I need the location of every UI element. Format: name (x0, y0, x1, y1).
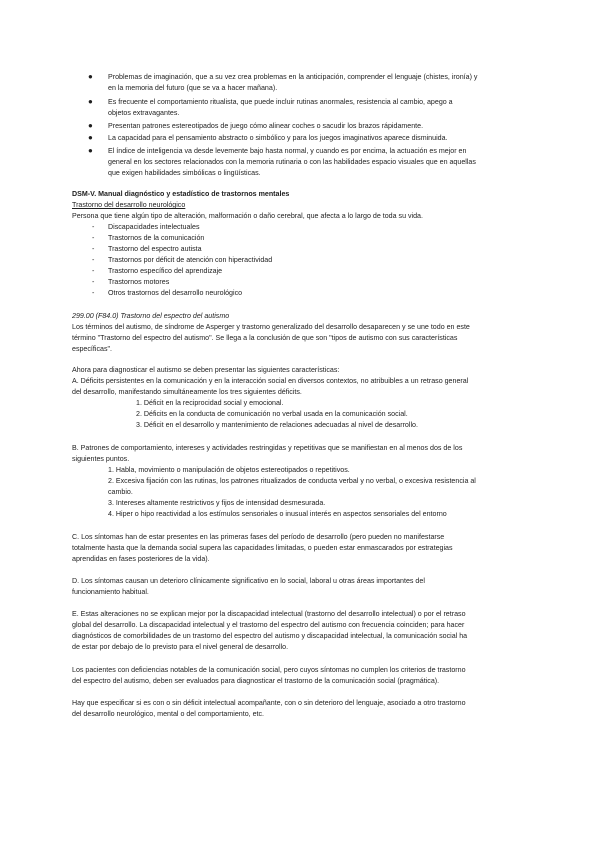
dsm-subheading: Trastorno del desarrollo neurológico (72, 201, 186, 209)
bullet-1-line-1: Problemas de imaginación, que a su vez crea problemas en la anticipación, comprender el lenguaje (chistes, ironía) y (108, 73, 478, 81)
tea-code-title: 299.00 (F84.0) Trastorno del espectro del autismo (72, 312, 230, 320)
bullet-2-line-1: Es frecuente el comportamiento ritualista, que puede incluir rutinas anormales, resistencia al cambio, apego a (108, 98, 453, 106)
bullet-3-line-1: Presentan patrones estereotipados de juego cómo alinear coches o sacudir los brazos rápidamente. (108, 122, 424, 130)
criterion-e-line-1: E. Estas alteraciones no se explican mejor por la discapacidad intelectual (trastorno del desarrollo intelectual) o por el retraso (72, 610, 466, 618)
dsm-list-item: Trastorno específico del aprendizaje (108, 267, 223, 275)
bullet-icon: ● (88, 133, 93, 142)
tea-p1-line-1: Los términos del autismo, de síndrome de Asperger y trastorno generalizado del desarrollo desaparecen y se une todo en este (72, 323, 470, 331)
bullet-icon: ● (88, 72, 93, 81)
criterion-b-item: 3. Intereses altamente restrictivos y fijos de intensidad desmesurada. (108, 499, 326, 507)
bullet-2-line-2: objetos extravagantes. (108, 109, 180, 117)
criterion-c-line-2: totalmente hasta que la demanda social supera las capacidades limitadas, o pueden estar enmascarados por estrategias (72, 544, 453, 552)
dsm-heading: DSM-V. Manual diagnóstico y estadístico de trastornos mentales (72, 190, 290, 198)
dsm-list-item: Trastornos de la comunicación (108, 234, 205, 242)
dsm-list-item: Otros trastornos del desarrollo neurológico (108, 289, 243, 297)
dash-icon: - (92, 278, 95, 286)
tea-p4-line-2: del desarrollo neurológico, mental o del comportamiento, etc. (72, 710, 265, 718)
bullet-icon: ● (88, 121, 93, 130)
criterion-b-item: 2. Excesiva fijación con las rutinas, los patrones ritualizados de conducta verbal y no verbal, o excesiva resistencia al (108, 477, 476, 485)
criterion-a-item: 1. Déficit en la reciprocidad social y emocional. (136, 399, 284, 407)
bullet-icon: ● (88, 97, 93, 106)
criterion-c-line-1: C. Los síntomas han de estar presentes en las primeras fases del período de desarrollo (pero pueden no manifestarse (72, 533, 445, 541)
tea-p1-line-3: específicas". (72, 345, 112, 353)
criterion-b-item: 1. Habla, movimiento o manipulación de objetos estereotipados o repetitivos. (108, 466, 350, 474)
dash-icon: - (92, 267, 95, 275)
criterion-d-line-2: funcionamiento habitual. (72, 588, 149, 596)
dash-icon: - (92, 289, 95, 297)
dash-icon: - (92, 234, 95, 242)
dash-icon: - (92, 256, 95, 264)
criterion-d-line-1: D. Los síntomas causan un deterioro clínicamente significativo en lo social, laboral u otras áreas importantes del (72, 577, 425, 585)
bullet-5-line-3: que exigen habilidades simbólicas o lingüísticas. (108, 169, 261, 177)
dash-icon: - (92, 245, 95, 253)
tea-p3-line-1: Los pacientes con deficiencias notables de la comunicación social, pero cuyos síntomas no cumplen los criterios de trastorno (72, 666, 466, 674)
bullet-1-line-2: en la memoria del futuro (que se va a hacer mañana). (108, 84, 278, 92)
bullet-4-line-1: La capacidad para el pensamiento abstracto o simbólico y para los juegos imaginativos aparece disminuida. (108, 134, 448, 142)
dsm-list-item: Discapacidades intelectuales (108, 223, 200, 231)
bullet-5-line-2: general en los sectores relacionados con la memoria rutinaria o con las habilidades espacio visuales que en aquellas (108, 158, 476, 166)
bullet-5-line-1: El índice de inteligencia va desde levemente bajo hasta normal, y cuando es por encima, la actuación es mejor en (108, 147, 467, 155)
criterion-b-item-cont: cambio. (108, 488, 133, 496)
dash-icon: - (92, 223, 95, 231)
criterion-a-item: 2. Déficits en la conducta de comunicación no verbal usada en la comunicación social. (136, 410, 408, 418)
criterion-a-line-1: A. Déficits persistentes en la comunicación y en la interacción social en diversos contextos, no atribuibles a un retraso general (72, 377, 469, 385)
bullet-icon: ● (88, 146, 93, 155)
dsm-intro: Persona que tiene algún tipo de alteración, malformación o daño cerebral, que afecta a lo largo de toda su vida. (72, 212, 423, 220)
dsm-list-item: Trastornos por déficit de atención con hiperactividad (108, 256, 273, 264)
criterion-a-line-2: del desarrollo, manifestando simultáneamente los tres siguientes déficits. (72, 388, 302, 396)
dsm-list-item: Trastorno del espectro autista (108, 245, 202, 253)
criterion-b-line-2: siguientes puntos. (72, 455, 130, 463)
tea-p4-line-1: Hay que especificar si es con o sin déficit intelectual acompañante, con o sin deterioro del lenguaje, asociado a otro trastorno (72, 699, 466, 707)
tea-p3-line-2: del espectro del autismo, deben ser evaluados para diagnosticar el trastorno de la comunicación social (pragmática). (72, 677, 440, 685)
tea-p2: Ahora para diagnosticar el autismo se deben presentar las siguientes características: (72, 366, 340, 374)
criterion-e-line-4: de estar por debajo de lo previsto para el nivel general de desarrollo. (72, 643, 289, 651)
criterion-e-line-2: global del desarrollo. La discapacidad intelectual y el trastorno del espectro del autismo con frecuencia coinciden; para hacer (72, 621, 465, 629)
criterion-a-item: 3. Déficit en el desarrollo y mantenimiento de relaciones adecuadas al nivel de desarrollo. (136, 421, 418, 429)
criterion-b-item: 4. Hiper o hipo reactividad a los estímulos sensoriales o inusual interés en aspectos sensoriales del entorno (108, 510, 447, 518)
tea-p1-line-2: término "Trastorno del espectro del autismo". Se llega a la conclusión de que son "tipos de autismo con sus características (72, 334, 458, 342)
criterion-b-line-1: B. Patrones de comportamiento, intereses y actividades restringidas y repetitivas que se manifiestan en al menos dos de los (72, 444, 463, 452)
criterion-e-line-3: diagnósticos de comorbilidades de un trastorno del espectro del autismo y discapacidad intelectual, la comunicación social ha (72, 632, 468, 640)
criterion-c-line-3: aprendidas en fases posteriores de la vida). (72, 555, 210, 563)
dsm-list-item: Trastornos motores (108, 278, 170, 286)
